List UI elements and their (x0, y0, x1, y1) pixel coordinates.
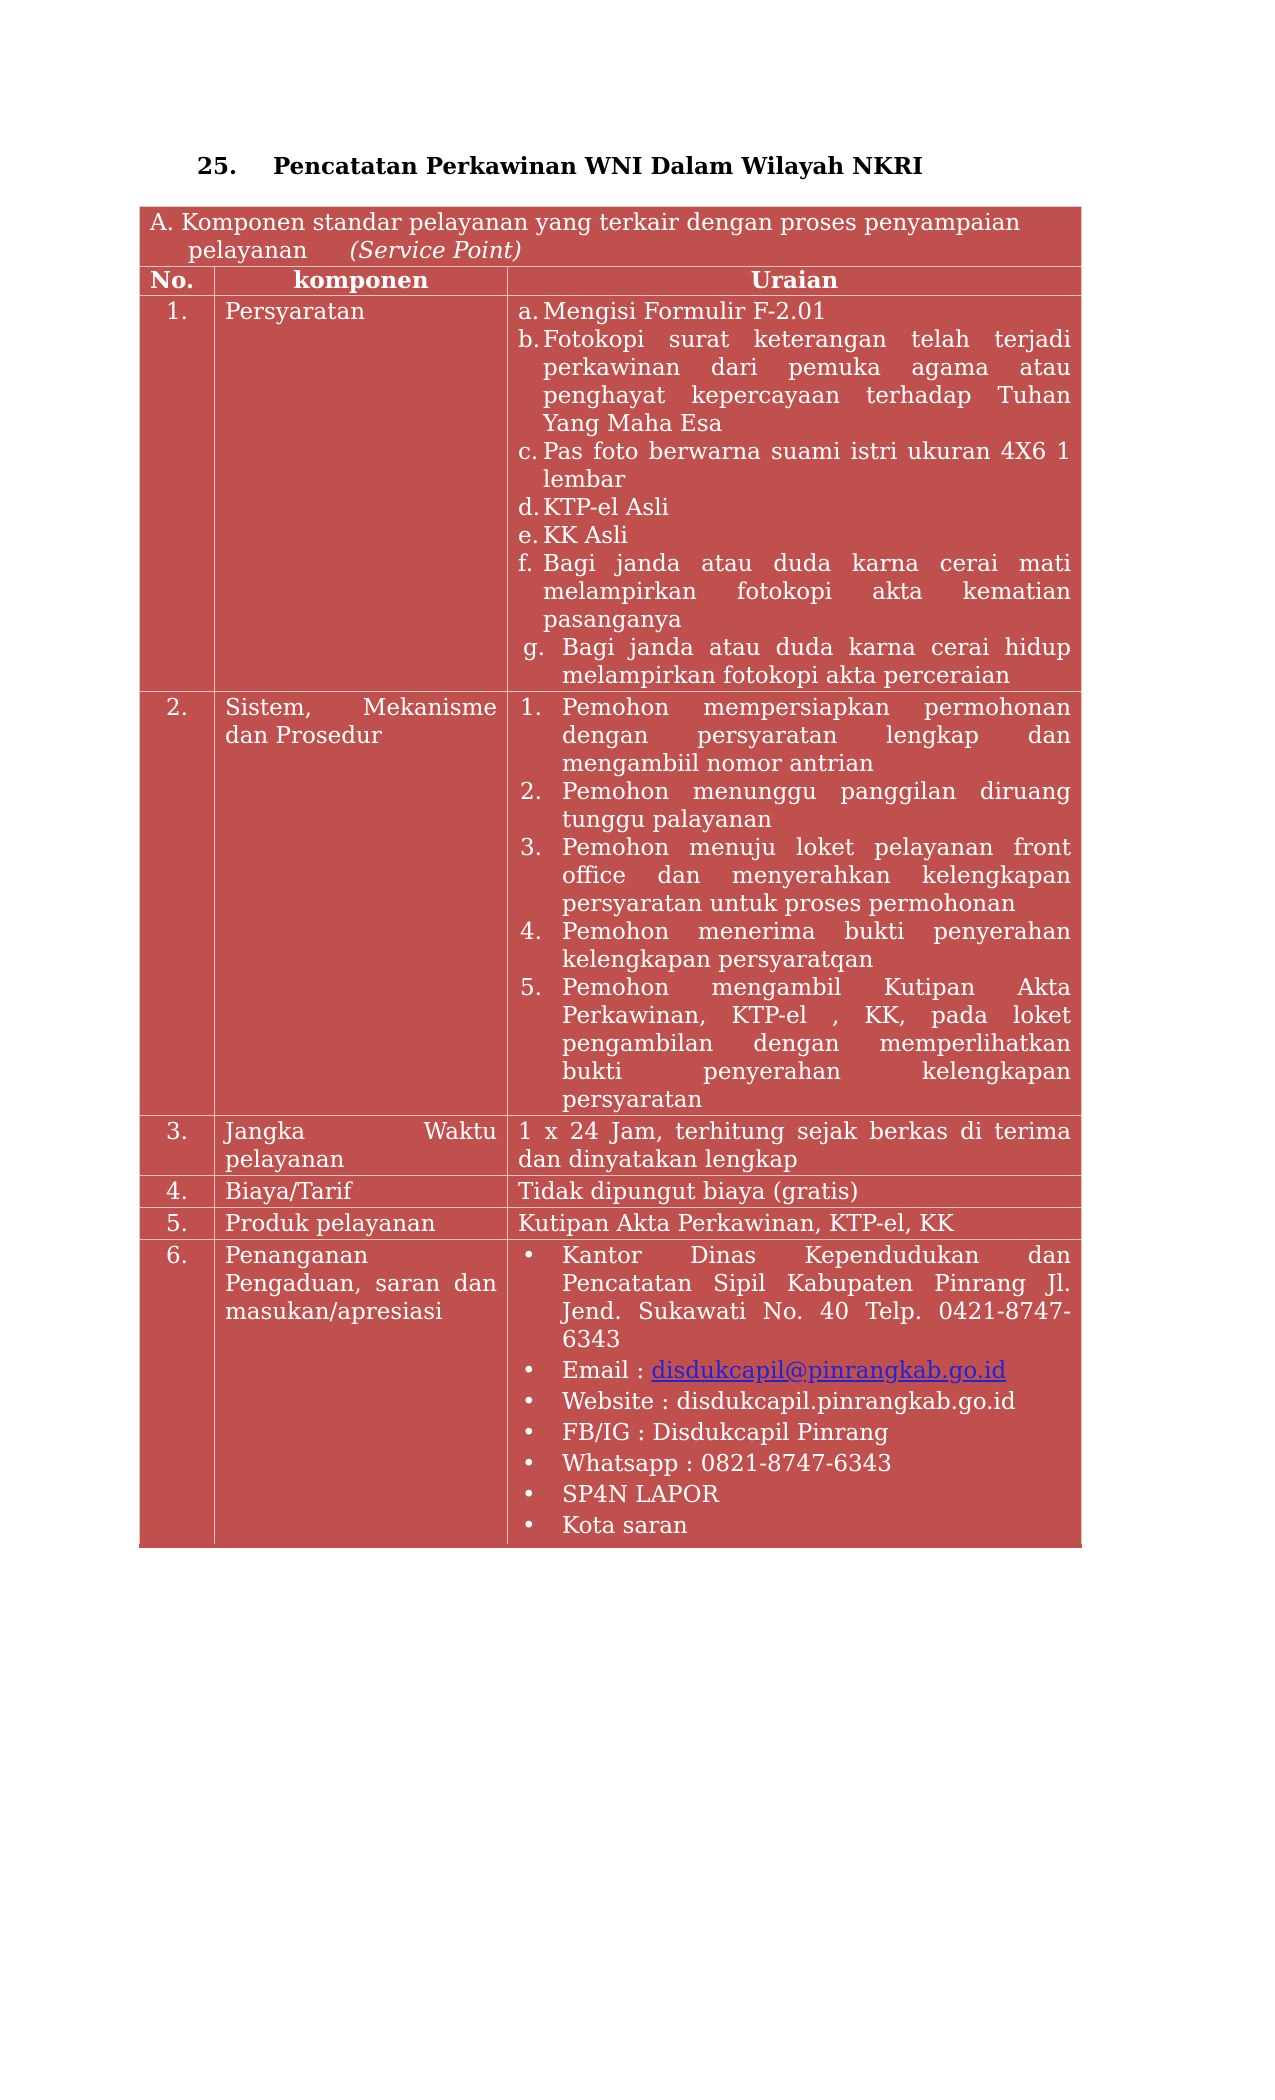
procedure-list (518, 694, 1071, 1114)
bullet-icon: • (522, 1420, 536, 1446)
column-header-no: No. (140, 267, 215, 296)
list-item: e. KK Asli (518, 523, 628, 549)
section-title-line1: A. Komponen standar pelayanan yang terkair dengan proses penyampaian (150, 210, 1021, 236)
table-row (140, 1116, 1082, 1176)
row-number: 1. (140, 296, 215, 692)
email-label: Email : (562, 1358, 652, 1384)
list-item (518, 1388, 1071, 1416)
list-item (518, 1419, 1071, 1447)
kota-saran-text: Kota saran (562, 1513, 688, 1539)
bullet-icon: • (522, 1358, 536, 1384)
section-row (140, 207, 1082, 267)
row-komponen: Biaya/Tarif (215, 1176, 508, 1208)
table-row (140, 296, 1082, 692)
whatsapp-text: Whatsapp : 0821-8747-6343 (562, 1451, 892, 1477)
heading-title: Pencatatan Perkawinan WNI Dalam Wilayah NKRI (273, 153, 924, 180)
column-header-uraian: Uraian (508, 267, 1082, 296)
heading-number: 25. (197, 153, 238, 180)
list-item (518, 1450, 1071, 1478)
row-uraian: Tidak dipungut biaya (gratis) (508, 1176, 1082, 1208)
bullet-icon: • (522, 1482, 536, 1508)
row-komponen: Persyaratan (215, 296, 508, 692)
fbig-text: FB/IG : Disdukcapil Pinrang (562, 1420, 889, 1446)
row-uraian (508, 692, 1082, 1116)
list-item: 1. Pemohon mempersiapkan permohonan dengan persyaratan lengkap dan mengambiil nomor antrian (520, 695, 1071, 777)
row-komponen: Sistem, Mekanisme dan Prosedur (215, 692, 508, 1116)
email-link[interactable]: disdukcapil@pinrangkab.go.id (651, 1358, 1007, 1384)
column-header-komponen: komponen (215, 267, 508, 296)
complaint-channels-list (518, 1242, 1071, 1540)
row-uraian (508, 296, 1082, 692)
row-komponen: Jangka Waktu pelayanan (215, 1116, 508, 1176)
row-komponen: Penanganan Pengaduan, saran dan masukan/apresiasi (215, 1240, 508, 1547)
list-item: f. Bagi janda atau duda karna cerai mati melampirkan fotokopi akta kematian pasanganya (518, 551, 1071, 633)
list-item (518, 1512, 1071, 1540)
list-item: 4. Pemohon menerima bukti penyerahan kelengkapan persyaratqan (520, 919, 1071, 973)
list-item (518, 1357, 1071, 1385)
section-title (140, 207, 1082, 267)
list-item: b. Fotokopi surat keterangan telah terjadi perkawinan dari pemuka agama atau penghayat kepercayaan terhadap Tuhan Yang Maha Esa (518, 327, 1071, 437)
list-item: 2. Pemohon menunggu panggilan diruang tunggu palayanan (520, 779, 1071, 833)
row-number: 5. (140, 1208, 215, 1240)
section-title-line2: pelayanan (188, 238, 308, 264)
requirements-list (518, 298, 1071, 690)
row-uraian: 1 x 24 Jam, terhitung sejak berkas di terima dan dinyatakan lengkap (508, 1116, 1082, 1176)
list-item: 3. Pemohon menuju loket pelayanan front office dan menyerahkan kelengkapan persyaratan untuk proses permohonan (520, 835, 1071, 917)
page-heading (197, 153, 923, 180)
table-row (140, 1176, 1082, 1208)
table-row (140, 692, 1082, 1116)
row-number: 6. (140, 1240, 215, 1547)
bullet-icon: • (522, 1243, 536, 1269)
table-row (140, 1240, 1082, 1547)
service-point-term: (Service Point) (349, 238, 522, 264)
website-text: Website : disdukcapil.pinrangkab.go.id (562, 1389, 1016, 1415)
bullet-icon: • (522, 1389, 536, 1415)
row-komponen: Produk pelayanan (215, 1208, 508, 1240)
row-number: 2. (140, 692, 215, 1116)
row-number: 3. (140, 1116, 215, 1176)
office-address: Kantor Dinas Kependudukan dan Pencatatan Sipil Kabupaten Pinrang Jl. Jend. Sukawati No. 40 Telp. 0421-8747-6343 (562, 1243, 1071, 1353)
row-uraian: Kutipan Akta Perkawinan, KTP-el, KK (508, 1208, 1082, 1240)
list-item: 5. Pemohon mengambil Kutipan Akta Perkawinan, KTP-el , KK, pada loket pengambilan dengan memperlihatkan bukti penyerahan kelengkapan persyaratan (520, 975, 1071, 1113)
list-item (518, 1242, 1071, 1354)
list-item: a. Mengisi Formulir F-2.01 (518, 299, 827, 325)
header-row (140, 267, 1082, 296)
bullet-icon: • (522, 1451, 536, 1477)
sp4n-text: SP4N LAPOR (562, 1482, 719, 1508)
service-standard-table (139, 206, 1082, 1548)
row-uraian (508, 1240, 1082, 1547)
row-number: 4. (140, 1176, 215, 1208)
list-item (518, 1481, 1071, 1509)
list-item: d. KTP-el Asli (518, 495, 669, 521)
bullet-icon: • (522, 1513, 536, 1539)
list-item: g. Bagi janda atau duda karna cerai hidup melampirkan fotokopi akta perceraian (523, 635, 1071, 689)
list-item: c. Pas foto berwarna suami istri ukuran 4X6 1 lembar (518, 439, 1071, 493)
table-row (140, 1208, 1082, 1240)
